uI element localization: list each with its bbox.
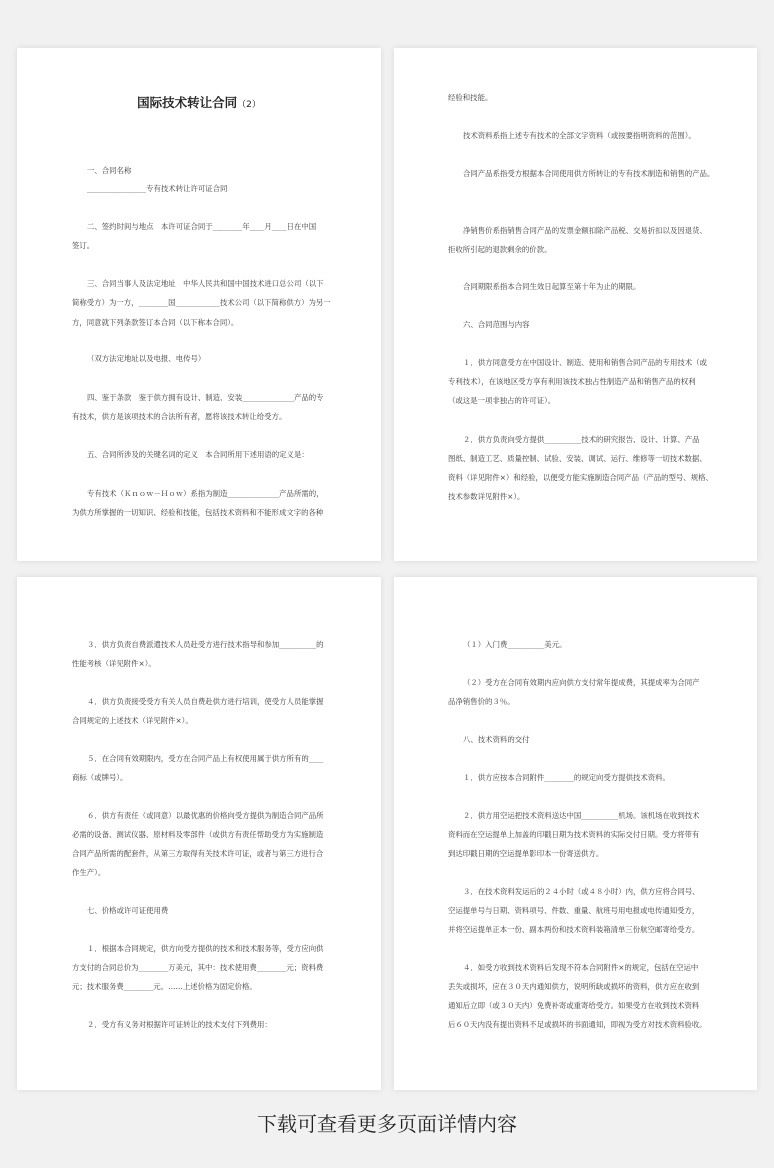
text-line: 到达印戳日期的空运提单影印本一份寄送供方。 xyxy=(448,849,604,858)
text-line: ３．在技术资料发运后的２４小时（或４８小时）内，供方应将合同号、 xyxy=(463,887,700,896)
text-line: 二、签约时间与地点 本许可证合同于________年____月____日在中国 xyxy=(87,222,317,231)
text-line: ２．供方用空运把技术资料送达中国__________机场。该机场在收到技术 xyxy=(463,811,700,820)
text-line: 性能考核（详见附件×）。 xyxy=(72,659,156,668)
text-line: ２．受方有义务对根据许可证转让的技术支付下列费用： xyxy=(87,1020,272,1029)
text-line: 资料而在空运提单上加盖的印戳日期为技术资料的实际交付日期。受方将带有 xyxy=(448,830,700,839)
text-line: 八、技术资料的交付 xyxy=(463,735,530,744)
text-line: 空运提单号与日期、资料项号、件数、重量、航班号用电报或电传通知受方， xyxy=(448,906,700,915)
text-line: ４．如受方收到技术资料后发现不符本合同附件×的规定，包括在空运中 xyxy=(463,963,699,972)
text-line: ６．供方有责任（或同意）以最优惠的价格向受方提供为制造合同产品所 xyxy=(87,811,324,820)
text-line: 图纸、制造工艺、质量控制、试验、安装、调试、运行、维修等一切技术数据、 xyxy=(448,454,707,463)
text-line: 并将空运提单正本一份、副本两份和技术资料装箱清单三份航空邮寄给受方。 xyxy=(448,925,700,934)
text-line: 专有技术（Ｋｎｏｗ－Ｈｏｗ）系指为制造______________产品所需的， xyxy=(87,489,324,498)
text-line: 合同规定的上述技术（详见附件×）。 xyxy=(72,716,193,725)
text-line: 净销售价系指销售合同产品的发票金额扣除产品税、交易折扣以及因退货、 xyxy=(463,226,707,235)
text-line: 有技术，供方是该项技术的合法所有者，愿将该技术转让给受方。 xyxy=(72,412,287,421)
text-line: 合同产品所需的配套件，从第三方取得有关技术许可证，或者与第三方进行合 xyxy=(72,849,324,858)
document-page-2 xyxy=(394,48,757,561)
text-line: 六、合同范围与内容 xyxy=(463,320,530,329)
text-line: （双方法定地址以及电报、电传号） xyxy=(87,354,206,363)
text-line: 方，同意就下列条款签订本合同（以下称本合同）。 xyxy=(72,318,239,327)
text-line: （或这是一项非独占的许可证）。 xyxy=(448,396,556,405)
text-line: 合同产品系指受方根据本合同使用供方所转让的专有技术制造和销售的产品。 xyxy=(463,169,715,178)
document-title-suffix: （2） xyxy=(237,100,261,110)
text-line: 三、合同当事人及法定地址 中华人民共和国中国技术进口总公司（以下 xyxy=(87,279,324,288)
document-page-3 xyxy=(17,577,381,1090)
text-line: 为供方所掌握的一切知识、经验和技能，包括技术资料和不能形成文字的各种 xyxy=(72,508,324,517)
text-line: 品净销售价的３％。 xyxy=(448,697,515,706)
text-line: 资料（详见附件×）和经验，以便受方能实施制造合同产品（产品的型号、规格、 xyxy=(448,473,713,482)
text-line: 方支付的合同总价为________万美元，其中：技术使用费________元；资料费 xyxy=(72,963,324,972)
text-line: （２）受方在合同有效期内应向供方支付常年提成费，其提成率为合同产 xyxy=(463,678,700,687)
text-line: １．根据本合同规定，供方向受方提供的技术和技术服务等，受方应向供 xyxy=(87,944,324,953)
text-line: 元；技术服务费________元。……上述价格为固定价格。 xyxy=(72,982,257,991)
document-page-1 xyxy=(17,48,381,561)
text-line: 技术资料系指上述专有技术的全部文字资料（或按要指明资料的范围）。 xyxy=(463,131,696,140)
text-line: 一、合同名称 xyxy=(87,166,132,175)
text-line: 合同期限系指本合同生效日起算至第十年为止的期限。 xyxy=(463,282,641,291)
text-line: ________________专有技术转让许可证合同 xyxy=(87,184,228,193)
text-line: ４．供方负责接受受方有关人员自费赴供方进行培训，使受方人员能掌握 xyxy=(87,697,324,706)
text-line: 必需的设备、测试仪器、原材料及零部件（或供方有责任帮助受方为实施制造 xyxy=(72,830,324,839)
text-line: （１）入门费__________美元。 xyxy=(463,640,567,649)
footer-caption: 下载可查看更多页面详情内容 xyxy=(257,1112,517,1136)
text-line: 签订。 xyxy=(72,241,95,250)
text-line: 通知后立即（或３０天内）免费补寄或重寄给受方。如果受方在收到技术资料 xyxy=(448,1001,700,1010)
text-line: 七、价格或许可证使用费 xyxy=(87,906,169,915)
text-line: ２．供方负责向受方提供__________技术的研究报告、设计、计算、产品 xyxy=(463,435,700,444)
text-line: 四、鉴于条款 鉴于供方拥有设计、制造、安装______________产品的专 xyxy=(87,393,324,402)
document-title-text: 国际技术转让合同 xyxy=(137,95,238,110)
text-line: 商标（或牌号）。 xyxy=(72,773,128,782)
text-line: 技术参数详见附件×）。 xyxy=(448,492,525,501)
text-line: １．供方同意受方在中国设计、制造、使用和销售合同产品的专用技术（或 xyxy=(463,358,707,367)
text-line: 作生产）。 xyxy=(72,868,106,877)
text-line: ３．供方负责自费派遣技术人员赴受方进行技术指导和参加__________的 xyxy=(87,640,324,649)
text-line: 经验和技能。 xyxy=(448,93,493,102)
document-title xyxy=(17,93,381,111)
text-line: ５．在合同有效期限内，受方在合同产品上有权使用属于供方所有的____ xyxy=(87,754,324,763)
document-page-4 xyxy=(394,577,757,1090)
text-line: 后６０天内没有提出资料不足或损坏的书面通知，即视为受方对技术资料验收。 xyxy=(448,1020,707,1029)
text-line: １．供方应按本合同附件________的规定向受方提供技术资料。 xyxy=(463,773,670,782)
text-line: 专利技术），在该地区受方享有利用该技术独占性制造产品和销售产品的权利 xyxy=(448,377,696,386)
text-line: 丢失或损坏，应在３０天内通知供方，说明所缺或损坏的资料，供方应在收到 xyxy=(448,982,700,991)
text-line: 拒收所引起的退款剩余的价款。 xyxy=(448,245,552,254)
text-line: 简称受方）为一方，________国____________技术公司（以下简称供方）为另一 xyxy=(72,298,331,307)
text-line: 五、合同所涉及的关键名词的定义 本合同所用下述用语的定义是： xyxy=(87,450,309,459)
